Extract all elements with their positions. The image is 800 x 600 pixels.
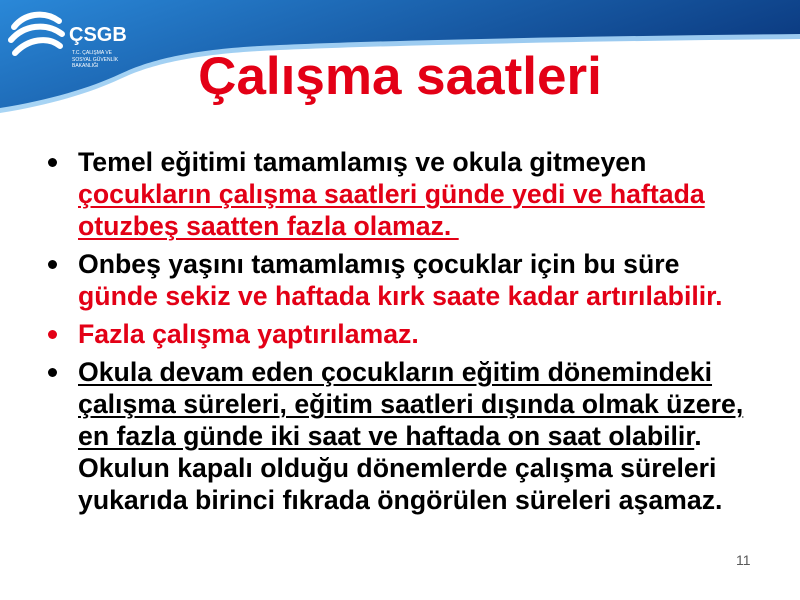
text-line xyxy=(78,178,800,210)
text-line xyxy=(78,248,800,280)
logo-subtitle-line: SOSYAL GÜVENLİK xyxy=(72,56,119,63)
text-line xyxy=(78,420,800,452)
text-segment: günde sekiz ve haftada kırk saate kadar artırılabilir. xyxy=(78,281,723,311)
bullet-list xyxy=(0,146,800,516)
logo-subtitle-line: T.C. ÇALIŞMA VE xyxy=(72,50,113,56)
text-segment: çalışma süreleri, eğitim saatleri dışında olmak üzere, xyxy=(78,389,744,419)
bullet-dot-icon xyxy=(48,368,57,377)
bullet-dot-icon xyxy=(48,260,57,269)
text-line xyxy=(78,388,800,420)
page-number: 11 xyxy=(736,552,751,568)
bullet-text xyxy=(78,248,800,312)
text-segment: Temel eğitimi tamamlamış ve okula gitmeyen xyxy=(78,147,647,177)
text-segment: Fazla çalışma yaptırılamaz. xyxy=(78,319,419,349)
bullet-item xyxy=(0,146,800,242)
bullet-text xyxy=(78,318,800,350)
logo-brand-text: ÇSGB xyxy=(69,24,127,46)
text-line xyxy=(78,452,800,484)
slide-title: Çalışma saatleri xyxy=(198,47,602,106)
text-segment: Okula devam eden çocukların eğitim dönemindeki xyxy=(78,357,713,387)
text-segment: en fazla günde iki saat ve haftada on saat olabilir xyxy=(78,421,695,451)
text-line xyxy=(78,356,800,388)
text-segment: Okulun kapalı olduğu dönemlerde çalışma süreleri xyxy=(78,453,717,483)
text-segment: Onbeş yaşını tamamlamış çocuklar için bu süre xyxy=(78,249,680,279)
bullet-dot-icon xyxy=(48,330,57,339)
bullet-item xyxy=(0,248,800,312)
bullet-item xyxy=(0,356,800,516)
text-segment: . xyxy=(694,421,702,451)
text-segment: otuzbeş saatten fazla olamaz. xyxy=(78,211,459,241)
text-segment: yukarıda birinci fıkrada öngörülen süreleri aşamaz. xyxy=(78,485,723,515)
bullet-item xyxy=(0,318,800,350)
text-line xyxy=(78,318,800,350)
logo-subtitle-line: BAKANLIĞI xyxy=(72,63,99,69)
text-line xyxy=(78,280,800,312)
bullet-text xyxy=(78,146,800,242)
bullet-text xyxy=(78,356,800,516)
text-line xyxy=(78,484,800,516)
text-line xyxy=(78,210,800,242)
text-line xyxy=(78,146,800,178)
bullet-dot-icon xyxy=(48,158,57,167)
text-segment: çocukların çalışma saatleri günde yedi ve haftada xyxy=(78,179,705,209)
